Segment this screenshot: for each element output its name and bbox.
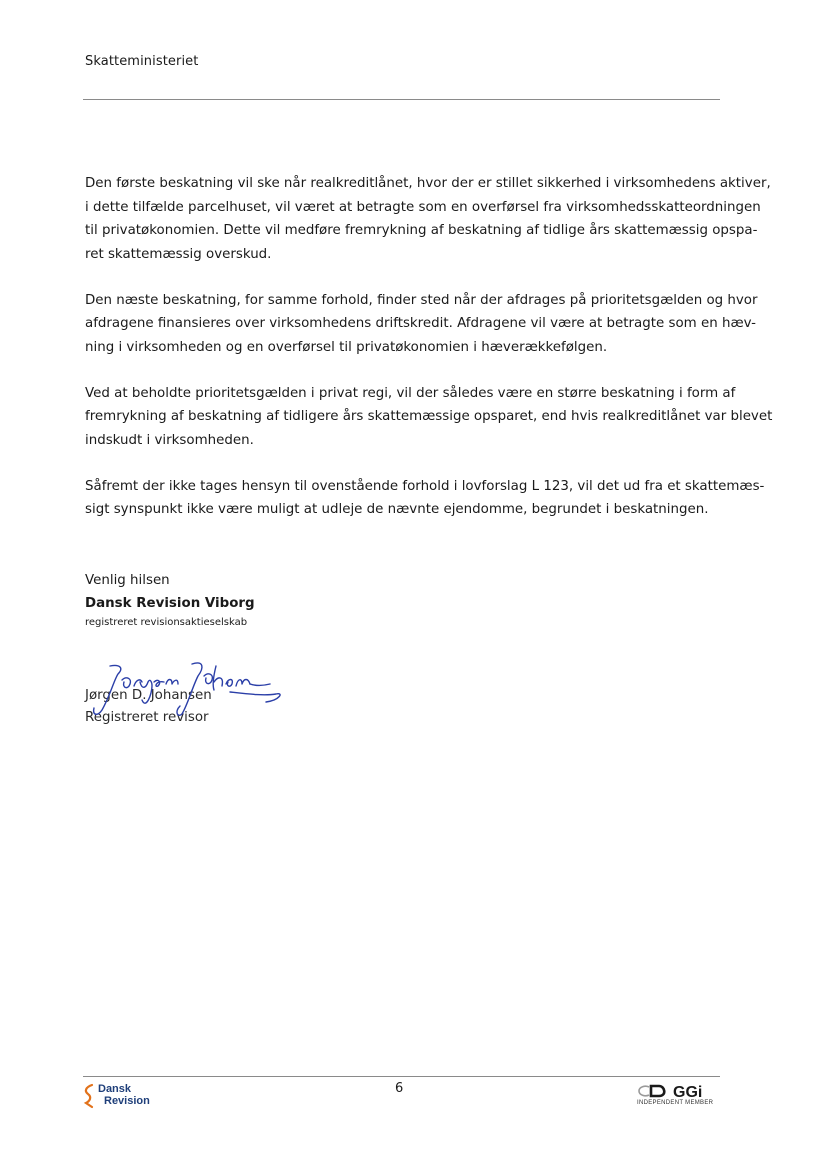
closing-block	[85, 569, 255, 631]
logo-text-line-2: Revision	[104, 1095, 150, 1107]
text-line: Såfremt der ikke tages hensyn til ovenstående forhold i lovforslag L 123, vil det ud fra et skattemæs-	[85, 478, 765, 494]
ggi-logo-mark-icon	[633, 1083, 723, 1099]
text-line: fremrykning af beskatning af tidligere års skattemæssige opsparet, end hvis realkreditlånet var blevet	[85, 409, 773, 424]
ggi-tagline: INDEPENDENT MEMBER	[637, 1100, 714, 1106]
text-line: ning i virksomheden og en overførsel til privatøkonomien i hæverækkefølgen.	[85, 339, 608, 355]
paragraph-1	[85, 172, 771, 266]
logo-text-line-1: Dansk	[98, 1083, 132, 1095]
text-line: Ved at beholdte prioritetsgælden i privat regi, vil der således være en større beskatning i form af	[85, 385, 736, 401]
paragraph-4	[85, 475, 765, 522]
company-name: Dansk Revision Viborg	[85, 596, 255, 611]
text-line: til privatøkonomien. Dette vil medføre fremrykning af beskatning af tidlige års skattemæssig opspa-	[85, 223, 758, 238]
text-line: ret skattemæssig overskud.	[85, 246, 272, 262]
company-subtitle: registreret revisionsaktieselskab	[85, 617, 248, 628]
greeting: Venlig hilsen	[85, 573, 170, 588]
page-number: 6	[395, 1081, 404, 1096]
ggi-logo-text: GGi	[673, 1084, 703, 1099]
text-line: afdragene finansieres over virksomhedens driftskredit. Afdragene vil være at betragte som en hæv-	[85, 316, 756, 331]
text-line: i dette tilfælde parcelhuset, vil været at betragte som en overførsel fra virksomhedsskatteordningen	[85, 199, 761, 215]
text-line: indskudt i virksomheden.	[85, 432, 254, 448]
dansk-revision-mark-icon	[82, 1083, 96, 1109]
header-title: Skatteministeriet	[85, 54, 199, 69]
header-divider	[83, 99, 720, 100]
paragraph-3	[85, 382, 773, 453]
letter-body	[85, 172, 773, 544]
ggi-logo	[633, 1083, 723, 1109]
handwritten-signature	[80, 660, 290, 720]
text-line: Den første beskatning vil ske når realkreditlånet, hvor der er stillet sikkerhed i virksomhedens aktiver,	[85, 176, 771, 191]
dansk-revision-logo	[82, 1083, 162, 1109]
signer-title: Registreret revisor	[85, 710, 209, 725]
text-line: sigt synspunkt ikke være muligt at udleje de nævnte ejendomme, begrundet i beskatningen.	[85, 502, 709, 517]
footer-divider	[83, 1076, 720, 1077]
text-line: Den næste beskatning, for samme forhold, finder sted når der afdrages på prioritetsgælden og hvor	[85, 292, 758, 308]
paragraph-2	[85, 289, 758, 360]
signer-name: Jørgen D. Johansen	[85, 688, 212, 703]
